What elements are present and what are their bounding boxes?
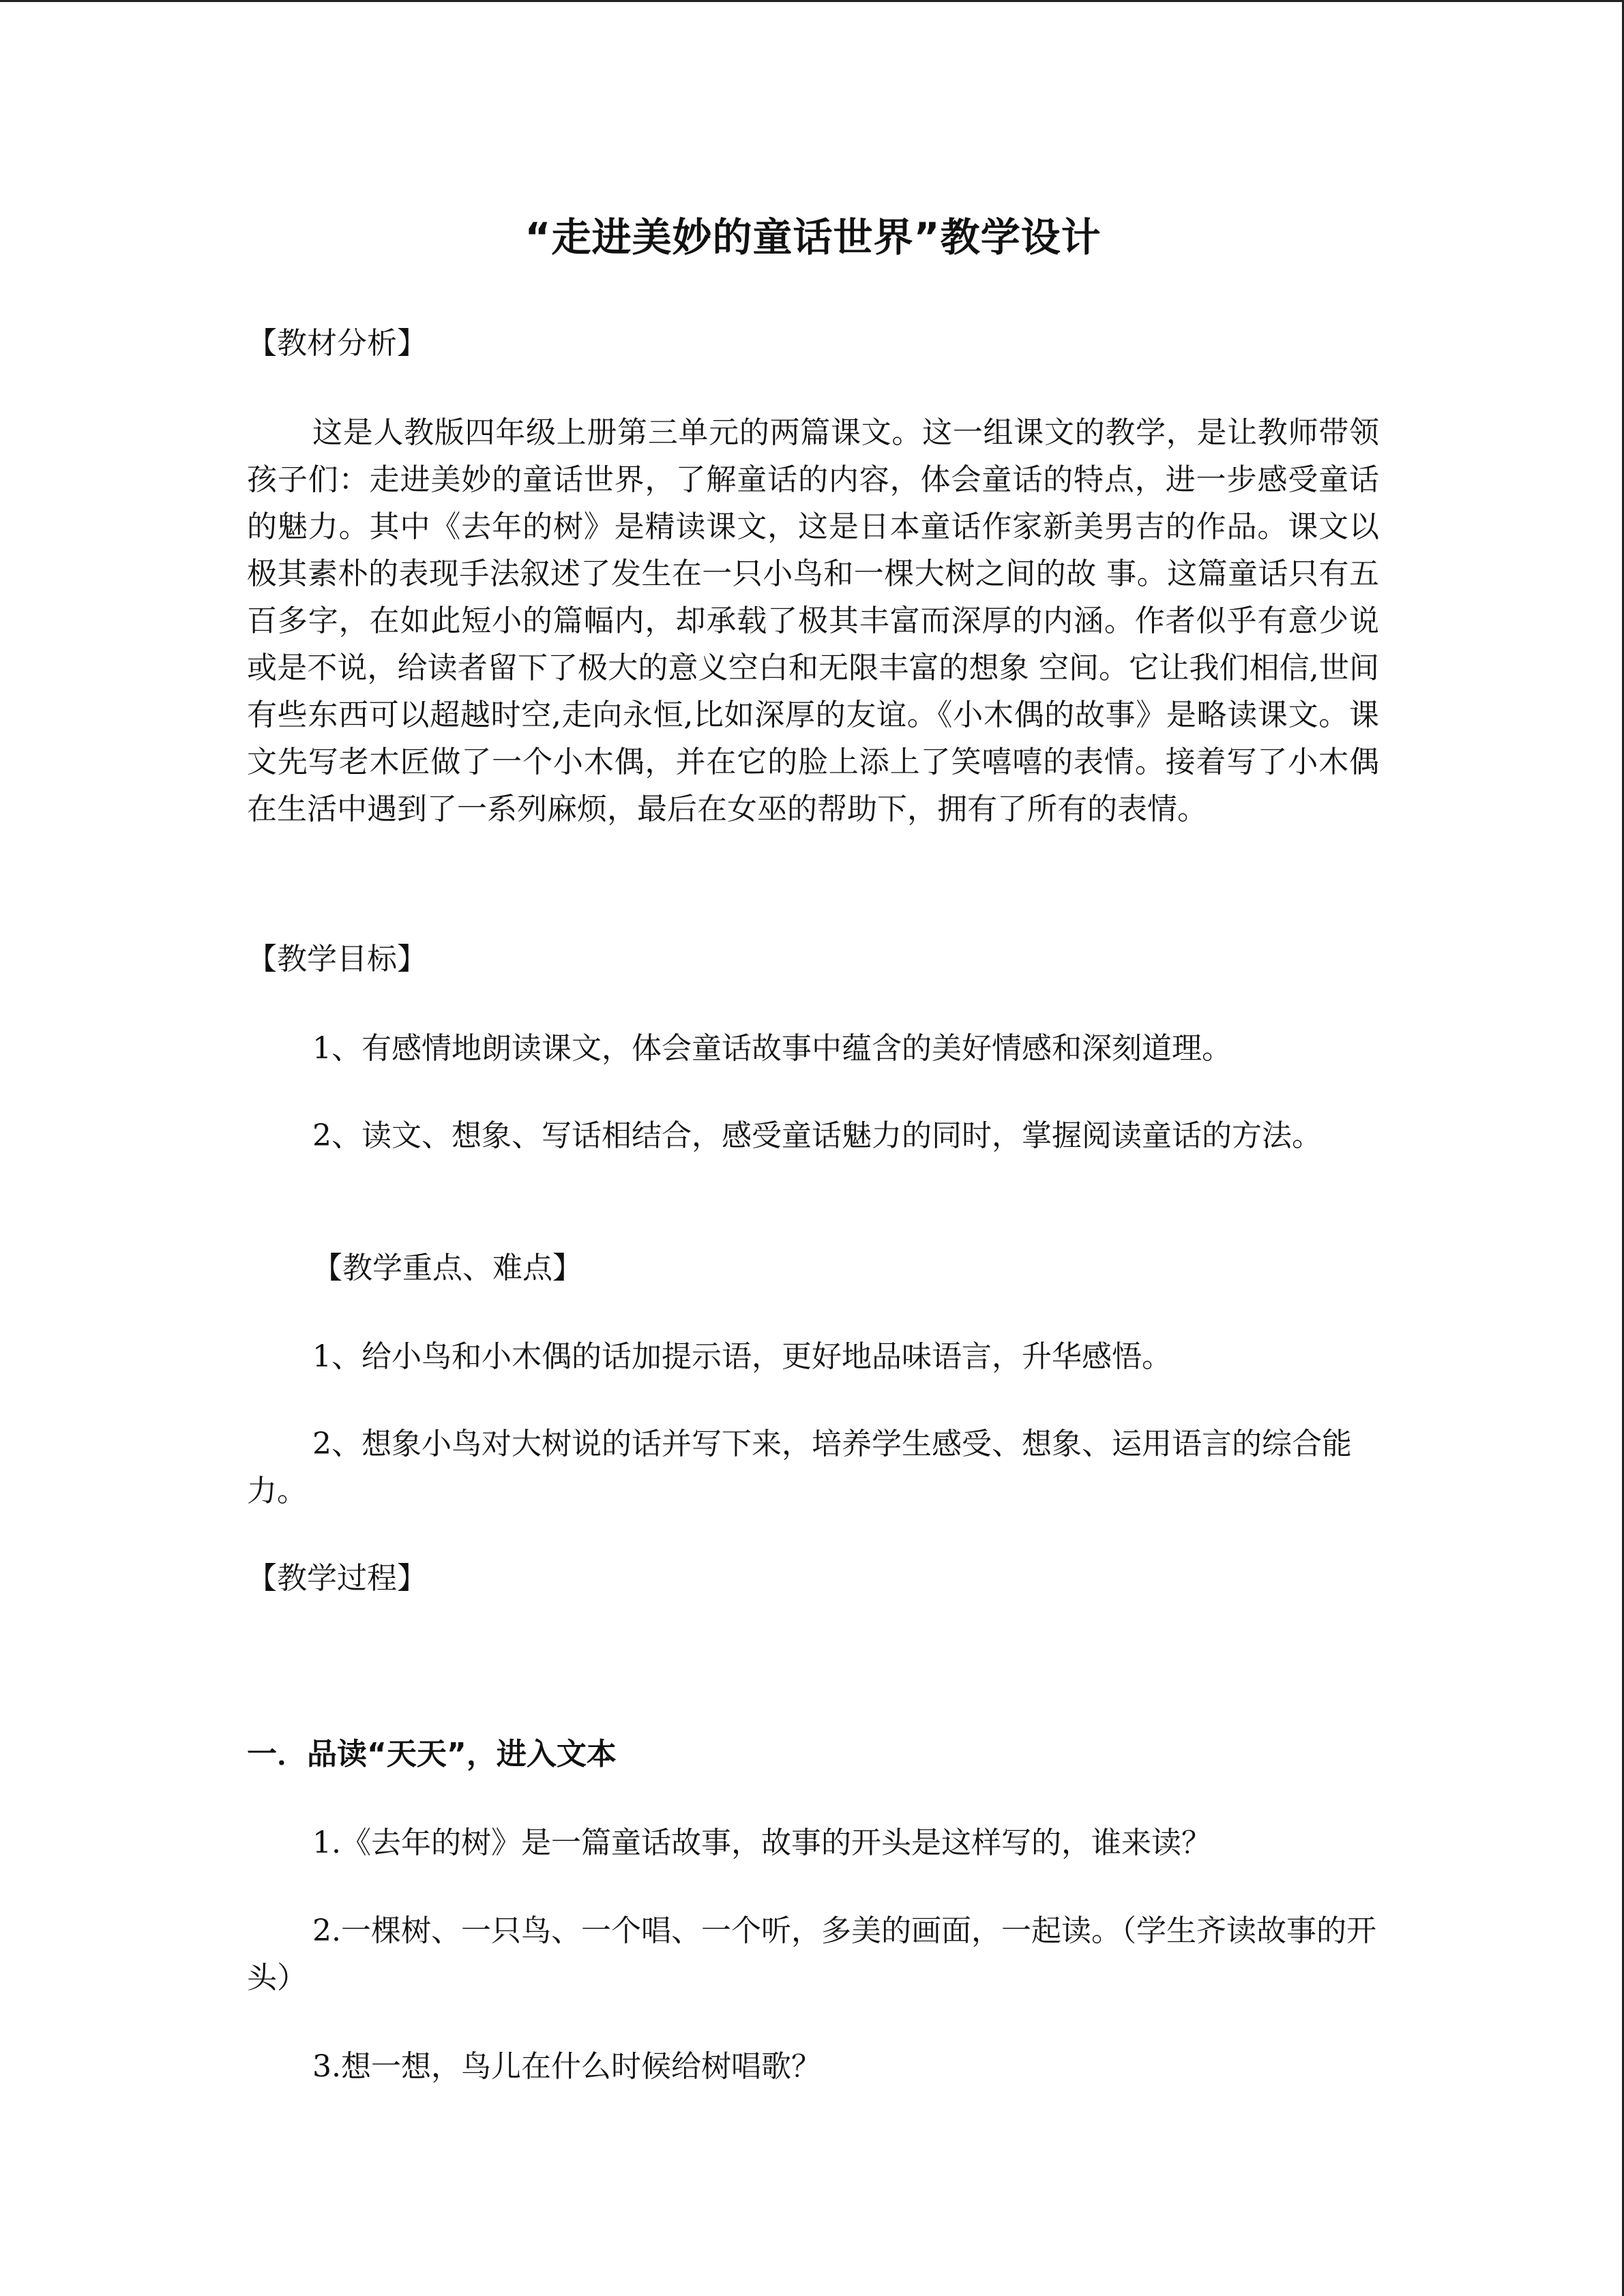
materials-paragraph: 这是人教版四年级上册第三单元的两篇课文。这一组课文的教学，是让教师带领孩子们：走进美妙的童话世界，了解童话的内容，体会童话的特点，进一步感受童话的魅力。其中《去年的树》是精读课文，这是日本童话作家新美男吉的作品。课文以极其素朴的表现手法叙述了发生在一只小鸟和一棵大树之间的故 事。这篇童话只有五百多字，在如此短小的篇幅内，却承载了极其丰富而深厚的内涵。作者似乎有意少说或是不说，给读者留下了极大的意义空白和无限丰富的想象 空间。它让我们相信,世间有些东西可以超越时空,走向永恒,比如深厚的友谊。《小木偶的故事》是略读课文。课文先写老木匠做了一个小木偶，并在它的脸上添上了笑嘻嘻的表情。接着写了小木偶在生活中遇到了一系列麻烦，最后在女巫的帮助下，拥有了所有的表情。 [247,415,1379,826]
section-heading-goals: 【教学目标】 [247,942,427,976]
page-title: “走进美妙的童话世界”教学设计 [525,214,1102,260]
part-one-title: 一．品读“天天”，进入文本 [247,1737,617,1772]
goal-item-2: 2、读文、想象、写话相结合，感受童话魅力的同时，掌握阅读童话的方法。 [312,1118,1322,1153]
step-item-2: 2.一棵树、一只鸟、一个唱、一个听，多美的画面，一起读。（学生齐读故事的开头） [247,1913,1376,1995]
step-item-1: 1.《去年的树》是一篇童话故事，故事的开头是这样写的，谁来读？ [312,1825,1211,1860]
section-heading-materials: 【教材分析】 [247,326,427,361]
goal-item-1: 1、有感情地朗读课文，体会童话故事中蕴含的美好情感和深刻道理。 [312,1031,1232,1066]
step-item-3: 3.想一想，鸟儿在什么时候给树唱歌？ [312,2049,821,2084]
section-heading-keypoints: 【教学重点、难点】 [312,1251,582,1285]
section-heading-process: 【教学过程】 [247,1561,427,1596]
keypoint-item-1: 1、给小鸟和小木偶的话加提示语，更好地品味语言，升华感悟。 [312,1339,1172,1374]
keypoint-item-2: 2、想象小鸟对大树说的话并写下来，培养学生感受、想象、运用语言的综合能力。 [247,1427,1352,1508]
